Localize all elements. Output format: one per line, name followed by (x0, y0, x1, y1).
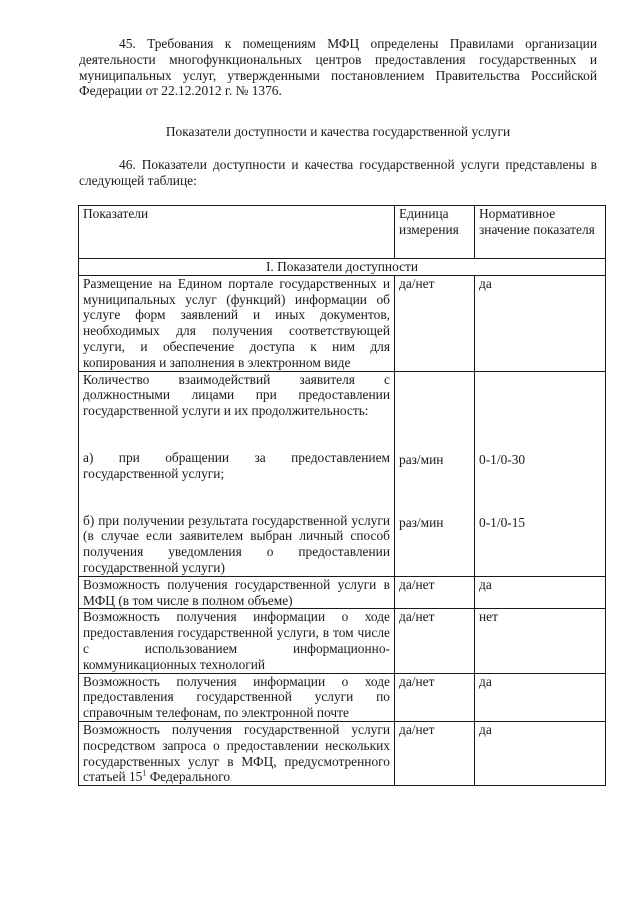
table-row (79, 275, 606, 371)
header-indicator: Показатели (79, 206, 395, 259)
paragraph-45: 45. Требования к помещениям МФЦ определены Правилами организации деятельности многофункциональных центров предоставления государственных и муниципальных услуг, утвержденными постановлением Правительства Российской Федерации от 22.12.2012 г. № 1376. (79, 36, 597, 99)
norm-cell: да (475, 673, 606, 721)
header-norm: Нормативное значение показателя (475, 206, 606, 259)
norm-sub-b: 0-1/0-15 (479, 515, 526, 531)
unit-cell: да/нет (395, 673, 475, 721)
indicator-cell (79, 371, 395, 576)
indicator-cell: Размещение на Едином портале государственных и муниципальных услуг (функций) информации об услуге форм заявлений и иных документов, необходимых для получения соответствующей услуги, и обеспечение доступа к ним для копирования и заполнения в электронном виде (79, 275, 395, 371)
unit-cell: да/нет (395, 275, 475, 371)
indicators-table (78, 205, 606, 786)
table-row (79, 609, 606, 673)
table-row (79, 576, 606, 609)
unit-cell: да/нет (395, 721, 475, 785)
section-title: I. Показатели доступности (79, 259, 606, 276)
section-row (79, 259, 606, 276)
indicator-sub-b: б) при получении результата государственной услуги (в случае если заявителем выбран личный способ получения уведомления о предоставлении государственной услуги) (83, 512, 390, 575)
unit-sub-b: раз/мин (399, 515, 444, 531)
norm-cell: да (475, 576, 606, 609)
unit-cell (395, 371, 475, 576)
section-heading: Показатели доступности и качества государственной услуги (165, 124, 511, 139)
unit-cell: да/нет (395, 609, 475, 673)
table-row (79, 673, 606, 721)
indicator-cell (79, 721, 395, 785)
paragraph-46: 46. Показатели доступности и качества государственной услуги представлены в следующей таблице: (79, 157, 597, 188)
table-row (79, 721, 606, 785)
indicator-text: Возможность получения государственной услуги посредством запроса о предоставлении нескольких государственных услуг в МФЦ, предусмотренного статьей 15 (83, 721, 390, 785)
norm-cell (475, 371, 606, 576)
header-unit: Единица измерения (395, 206, 475, 259)
table-row (79, 371, 606, 576)
unit-cell: да/нет (395, 576, 475, 609)
indicator-text-tail: Федерального (146, 769, 231, 785)
norm-cell: да (475, 275, 606, 371)
table-header-row (79, 206, 606, 259)
indicator-sub-a: а) при обращении за предоставлением государственной услуги; (83, 449, 390, 481)
indicator-cell: Возможность получения информации о ходе предоставления государственной услуги, в том числе с использованием информационно-коммуникационных технологий (79, 609, 395, 673)
indicator-text: Количество взаимодействий заявителя с должностными лицами при предоставлении государственной услуги и их продолжительность: (83, 371, 390, 419)
norm-cell: нет (475, 609, 606, 673)
superscript: 1 (142, 768, 147, 778)
indicator-cell: Возможность получения государственной услуги в МФЦ (в том числе в полном объеме) (79, 576, 395, 609)
indicator-cell: Возможность получения информации о ходе предоставления государственной услуги по справочным телефонам, по электронной почте (79, 673, 395, 721)
unit-sub-a: раз/мин (399, 451, 444, 467)
norm-sub-a: 0-1/0-30 (479, 451, 526, 467)
norm-cell: да (475, 721, 606, 785)
